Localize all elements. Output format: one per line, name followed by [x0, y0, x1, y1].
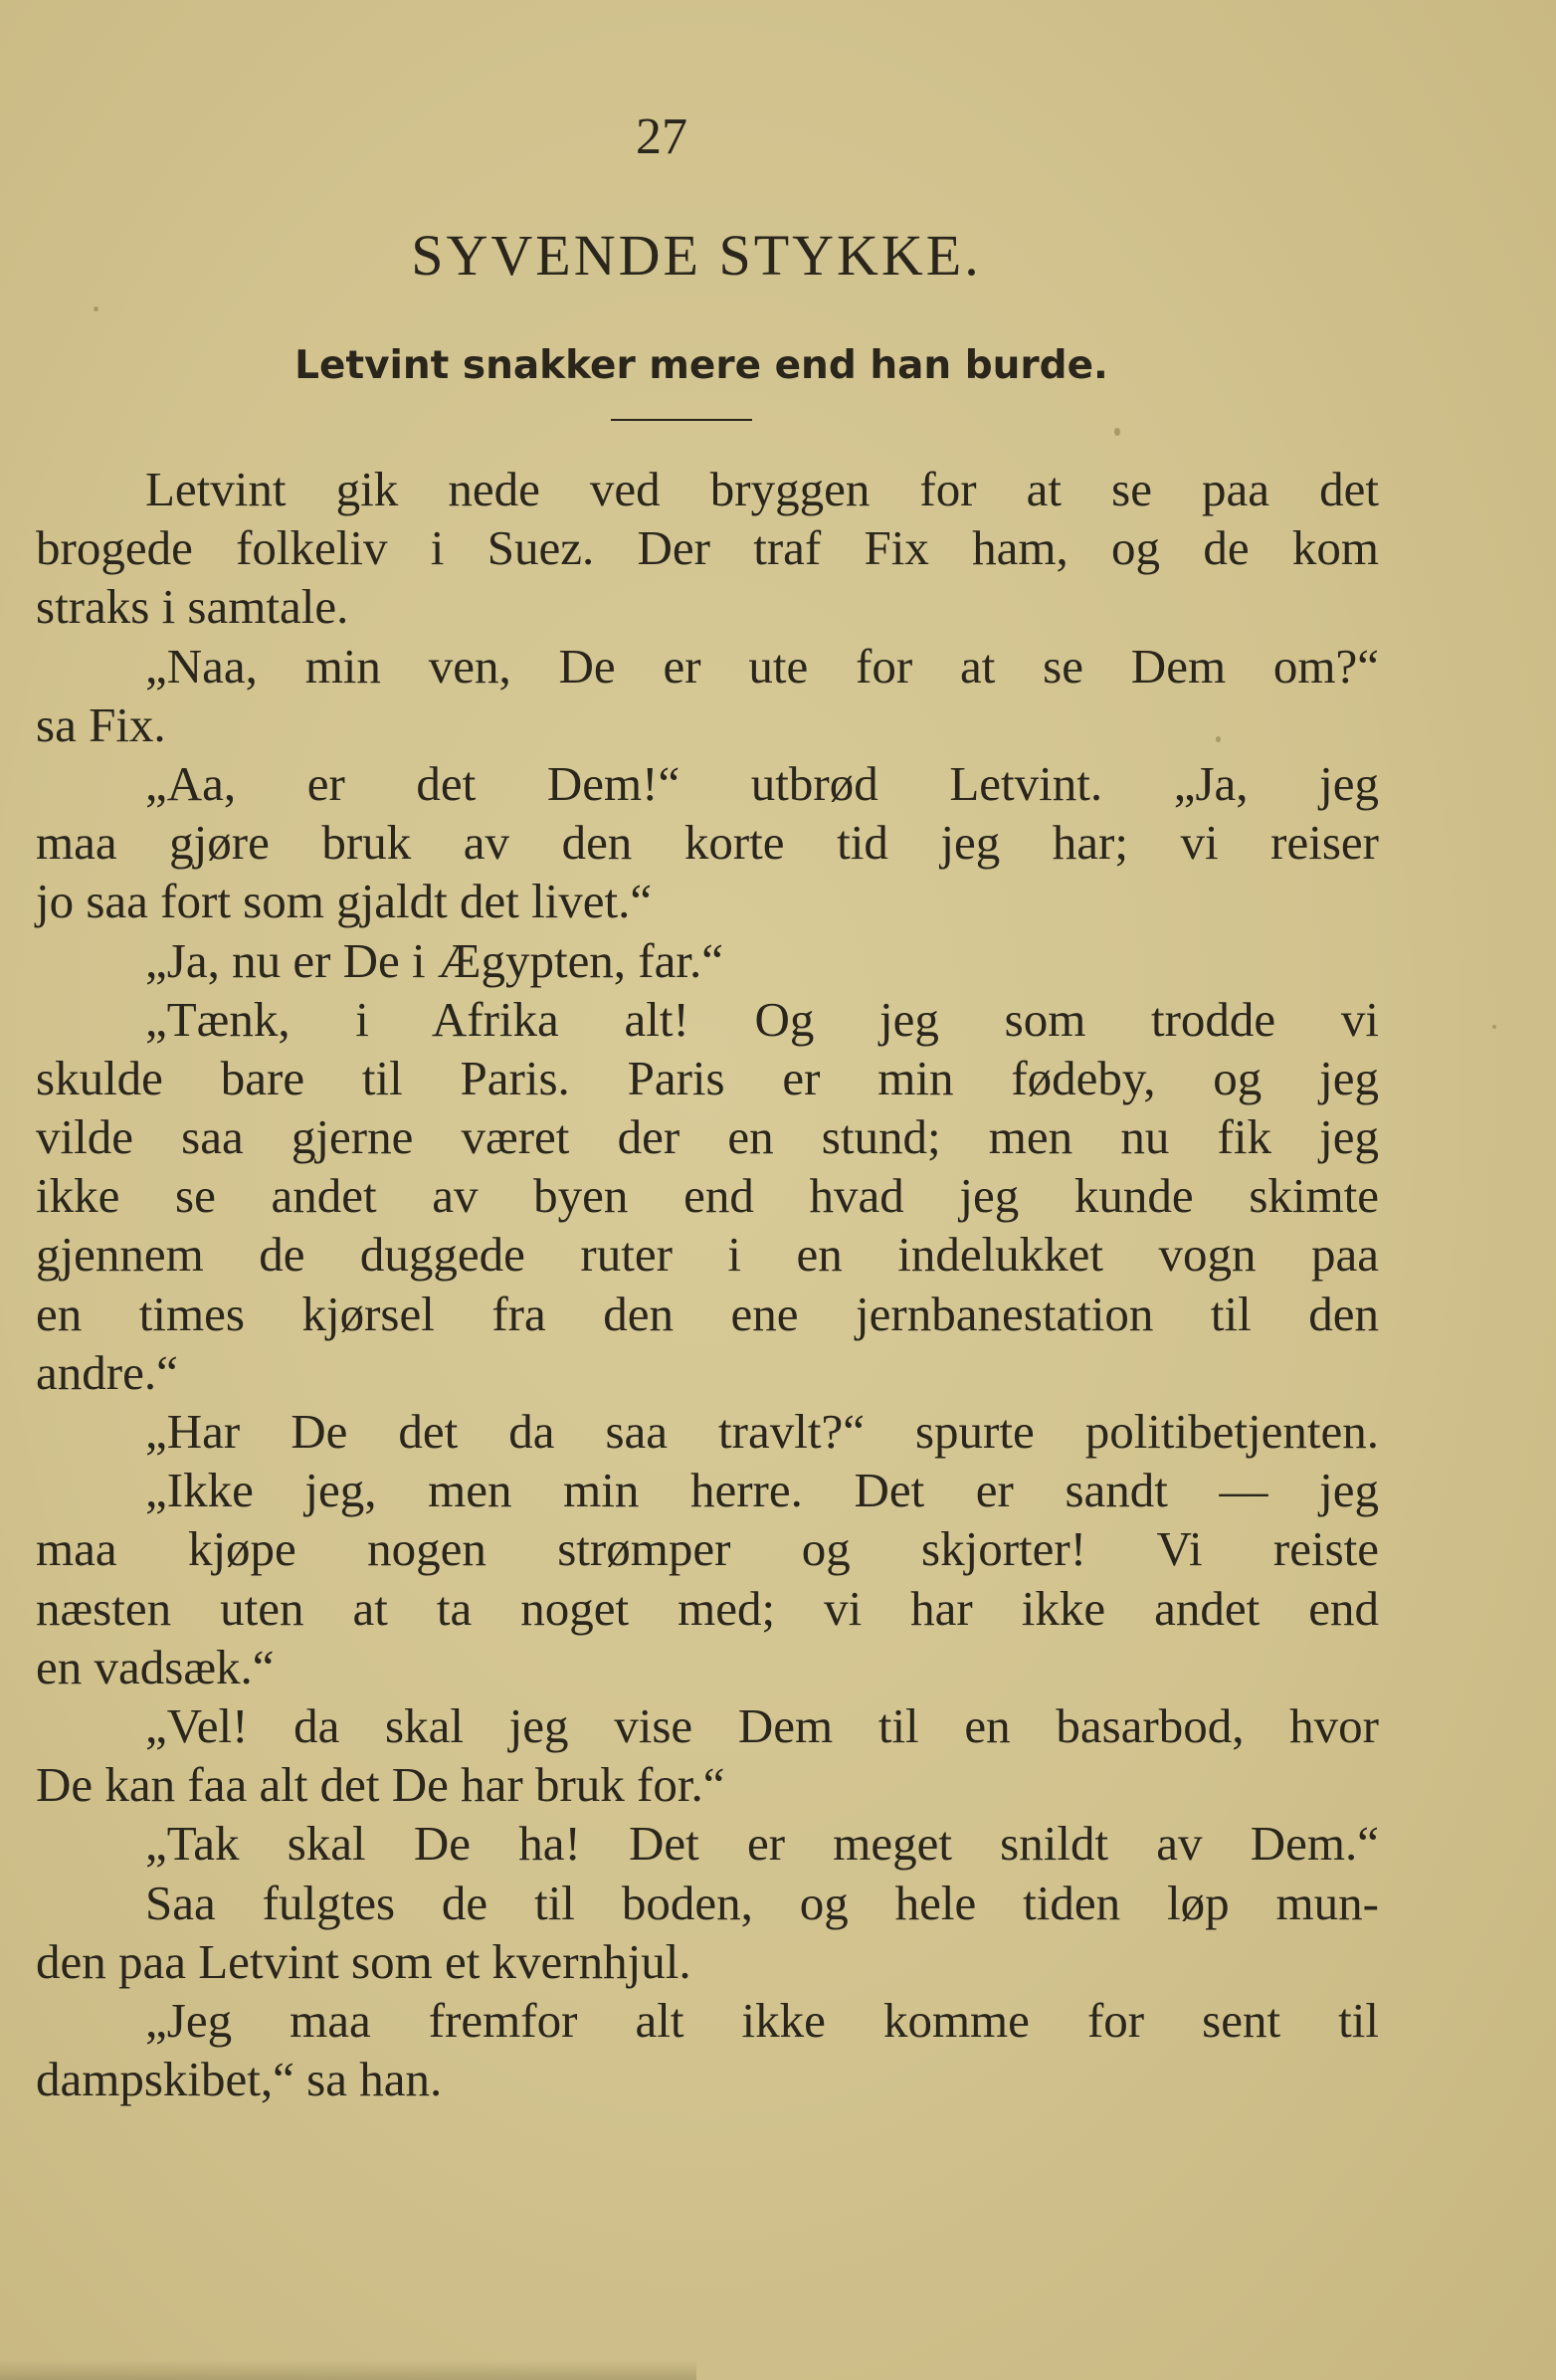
page-bottom-edge: [0, 2360, 696, 2380]
text-line: maa gjøre bruk av den korte tid jeg har; vi reiser: [36, 815, 1379, 871]
text-line: en times kjørsel fra den ene jernbanestation til den: [36, 1286, 1379, 1341]
paper-speck: [1492, 1025, 1496, 1029]
text-line: brogede folkeliv i Suez. Der traf Fix ham, og de kom: [36, 520, 1379, 576]
text-line: dampskibet,“ sa han.: [36, 2052, 443, 2107]
text-line: maa kjøpe nogen strømper og skjorter! Vi reiste: [36, 1521, 1379, 1577]
text-line: den paa Letvint som et kvernhjul.: [36, 1933, 691, 1989]
text-line: „Tak skal De ha! Det er meget snildt av Dem.“: [145, 1816, 1379, 1872]
chapter-title: SYVENDE STYKKE.: [411, 223, 982, 288]
text-line: „Ikke jeg, men min herre. Det er sandt — jeg: [145, 1463, 1379, 1518]
text-line: en vadsæk.“: [36, 1639, 275, 1694]
chapter-body: [36, 460, 1379, 2108]
text-line: „Vel! da skal jeg vise Dem til en basarbod, hvor: [145, 1697, 1379, 1753]
chapter-subtitle: Letvint snakker mere end han burde.: [294, 343, 1108, 388]
text-line: andre.“: [36, 1344, 178, 1400]
text-line: „Jeg maa fremfor alt ikke komme for sent til: [145, 1992, 1379, 2048]
text-line: „Aa, er det Dem!“ utbrød Letvint. „Ja, jeg: [145, 755, 1379, 811]
paper-speck: [1114, 428, 1120, 436]
text-line: vilde saa gjerne været der en stund; men nu fik jeg: [36, 1109, 1379, 1165]
text-line: skulde bare til Paris. Paris er min fødeby, og jeg: [36, 1050, 1379, 1105]
text-line: „Har De det da saa travlt?“ spurte politibetjenten.: [145, 1404, 1379, 1459]
text-line: ikke se andet av byen end hvad jeg kunde skimte: [36, 1168, 1379, 1224]
text-line: Saa fulgtes de til boden, og hele tiden løp mun-: [145, 1875, 1379, 1930]
text-line: Letvint gik nede ved bryggen for at se paa det: [145, 462, 1379, 516]
text-line: De kan faa alt det De har bruk for.“: [36, 1757, 725, 1813]
paper-speck: [1216, 736, 1221, 742]
page-number: 27: [636, 108, 687, 165]
text-line: jo saa fort som gjaldt det livet.“: [36, 874, 653, 929]
text-line: „Ja, nu er De i Ægypten, far.“: [145, 932, 723, 988]
text-line: straks i samtale.: [36, 579, 349, 635]
text-line: sa Fix.: [36, 696, 166, 752]
text-line: næsten uten at ta noget med; vi har ikke andet end: [36, 1580, 1379, 1636]
text-line: gjennem de duggede ruter i en indelukket vogn paa: [36, 1227, 1379, 1283]
text-line: „Tænk, i Afrika alt! Og jeg som trodde vi: [145, 991, 1379, 1047]
text-line: „Naa, min ven, De er ute for at se Dem om?“: [145, 638, 1379, 694]
paper-speck: [94, 306, 98, 311]
divider-rule: [611, 419, 752, 421]
